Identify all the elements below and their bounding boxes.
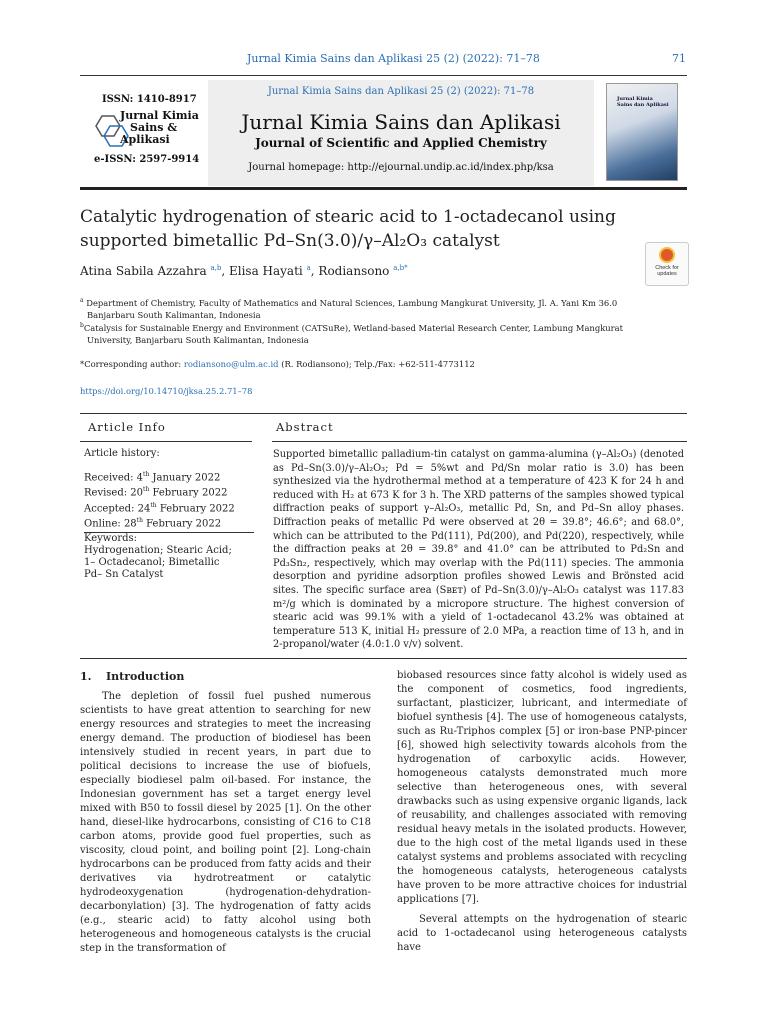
keyword-line: Hydrogenation; Stearic Acid; (84, 545, 232, 557)
author-list (80, 264, 408, 278)
paragraph: Several attempts on the hydrogenation of stearic acid to 1-octadecanol using heterogeneous catalysts have (397, 914, 687, 953)
logo-line: Aplikasi (120, 133, 170, 146)
title-line: supported bimetallic Pd–Sn(3.0)/γ–Al₂O₃ catalyst (80, 231, 500, 251)
journal-ref: Jurnal Kimia Sains dan Aplikasi 25 (2) (2022): 71–78 (267, 86, 535, 97)
affil-mark: b (80, 322, 84, 329)
affil-line: Department of Chemistry, Faculty of Mathematics and Natural Sciences, Lambung Mangkurat University, Jl. A. Yani Km 36.0 (86, 297, 618, 308)
accepted-date: Accepted: 24th February 2022 (84, 501, 235, 514)
journal-cover-image (606, 83, 678, 181)
author-name: Atina Sabila Azzahra (80, 264, 207, 278)
article-info (84, 448, 254, 581)
journal-homepage[interactable]: Journal homepage: http://ejournal.undip.ac.id/index.php/ksa (248, 162, 554, 173)
online-date: Online: 28th February 2022 (84, 516, 222, 530)
journal-logo-block (80, 80, 208, 186)
cover-line: Sains dan Aplikasi (617, 102, 669, 108)
author-affil-mark: a,b* (393, 264, 408, 272)
affiliation-a (80, 295, 680, 321)
check-updates-line: updates (657, 271, 677, 277)
page-number: 71 (672, 52, 686, 65)
affil-line: Banjarbaru South Kalimantan, Indonesia (87, 309, 261, 320)
section-title: Introduction (106, 670, 185, 683)
corr-email-link[interactable]: rodiansono@ulm.ac.id (183, 359, 279, 369)
logo-text (120, 110, 199, 146)
running-journal-ref: Jurnal Kimia Sains dan Aplikasi 25 (2) (2022): 71–78 (247, 52, 540, 65)
journal-subtitle: Journal of Scientific and Applied Chemistry (255, 136, 547, 150)
check-updates-label (646, 265, 688, 277)
author-name: Elisa Hayati (228, 264, 303, 278)
section-header-bar (80, 413, 687, 442)
cover-line: Jurnal Kimia (617, 96, 653, 102)
abstract-rule (272, 441, 687, 442)
journal-title-block (208, 80, 594, 186)
corr-suffix: (R. Rodiansono); Telp./Fax: +62-511-4773112 (278, 359, 475, 369)
affiliation-b (80, 320, 680, 346)
abstract-heading: Abstract (276, 420, 334, 434)
title-line: Catalytic hydrogenation of stearic acid to 1-octadecanol using (80, 207, 616, 227)
section-number: 1. (80, 670, 92, 683)
keywords-heading: Keywords: (84, 533, 138, 545)
article-info-heading: Article Info (88, 420, 166, 434)
paragraph: The depletion of fossil fuel pushed numerous scientists to have great attention to searching for new energy resources and strategies to meet the increasing energy demand. The production of biodiesel has been intensively studied in recent years, in part due to political decisions to increase the use of biofuels, especially biodiesel palm oil-based. For instance, the Indonesian government has set a target energy level mixed with B50 to fossil diesel by 2025 [1]. On the other hand, diesel-like hydrocarbons, consisting of C16 to C18 carbon atoms, provide good fuel properties, such as viscosity, cloud point, and boiling point [2]. Long-chain hydrocarbons can be produced from fatty acids and their derivatives via hydrotreatment or catalytic hydrodeoxygenation (hydrogenation-dehydration-decarbonylation) [3]. The hydrogenation of fatty acids (e.g., stearic acid) to fatty alcohol using both heterogeneous and homogeneous catalysts is the crucial step in the transformation of (80, 691, 371, 954)
abstract-bottom-rule (80, 658, 687, 659)
revised-date: Revised: 20th February 2022 (84, 486, 228, 499)
abstract-text: Supported bimetallic palladium-tin catalyst on gamma-alumina (γ–Al₂O₃) (denoted as Pd–Sn(3.0)/γ–Al₂O₃; Pd = 5%wt and Pd/Sn molar ratio is 3.0) has been synthesized via the hydrothermal method at a temperature of 423 K for 24 h and reduced with H₂ at 673 K for 3 h. The XRD patterns of the samples showed typical diffraction peaks of support γ–Al₂O₃, metallic Pd, Sn, and Pd–Sn alloy phases. Diffraction peaks of metallic Pd were observed at 2θ = 39.8°; 46.6°; and 68.0°, which can be attributed to the Pd(111), Pd(200), and Pd(220), respectively, while the diffraction peaks at 2θ = 39.8° and 41.0° can be attributed to Pd₂Sn and Pd₃Sn₂, respectively, which may overlap with the Pd(111) species. The ammonia desorption and pyridine adsorption profiles showed Lewis and Brönsted acid sites. The specific surface area (Sʙᴇᴛ) of Pd–Sn(3.0)/γ–Al₂O₃ catalyst was 117.83 m²/g which is dominated by a micropore structure. The highest conversion of stearic acid was 99.1% with a yield of 1-octadecanol 43.2% was obtained at temperature 513 K, initial H₂ pressure of 2.0 MPa, a reaction time of 13 h, and in 2-propanol/water (4.0:1.0 v/v) solvent. (273, 449, 684, 651)
journal-banner (80, 80, 687, 186)
author-affil-mark: a (306, 264, 311, 272)
affil-mark: a (80, 297, 84, 304)
author-affil-mark: a,b (210, 264, 222, 272)
author-sep: , (310, 264, 319, 278)
header-rule (80, 75, 687, 76)
corresponding-author (80, 359, 475, 369)
issn: ISSN: 1410-8917 (102, 94, 197, 105)
paragraph: biobased resources since fatty alcohol is widely used as the component of cosmetics, food ingredients, surfactant, plasticizer, lubricant, and intermediate of biofuel synthesis [4]. The use of homogeneous catalysts, such as Ru-Triphos complex [5] or iron-base PNP-pincer [6], showed high selectivity towards alcohols from the hydrogenation of carboxylic acids. However, homogeneous catalysts demonstrated much more selective than heterogeneous ones, with several drawbacks such as using expensive organic ligands, lack of reusability, and challenges associated with removing residual heavy metals in the isolated products. However, due to the high cost of the metal ligands used in these catalyst systems and problems associated with recycling the homogeneous catalysts, heterogeneous catalysts have proven to be more attractive choices for industrial applications [7]. (397, 670, 687, 905)
logo-line: Sains & (130, 121, 178, 134)
cover-title (617, 96, 669, 108)
doi-link[interactable]: https://doi.org/10.14710/jksa.25.2.71–78 (80, 386, 253, 396)
intro-heading (80, 670, 184, 683)
author-sep: , (221, 264, 229, 278)
eissn: e-ISSN: 2597-9914 (94, 154, 200, 165)
corr-prefix: *Corresponding author: (80, 359, 184, 369)
affil-line: Catalysis for Sustainable Energy and Environment (CATSuRe), Wetland-based Material Research Center, Lambung Mangkurat (83, 322, 624, 333)
check-updates-line: Check for (655, 265, 679, 271)
left-column (80, 690, 371, 956)
logo-line: Jurnal Kimia (120, 109, 199, 122)
check-updates-icon (659, 247, 675, 263)
banner-rule (80, 187, 687, 190)
history-heading: Article history: (84, 448, 160, 459)
affil-line: University, Banjarbaru South Kalimantan, Indonesia (87, 334, 309, 345)
received-date: Received: 4th January 2022 (84, 471, 221, 484)
right-column (397, 669, 687, 955)
keyword-line: 1– Octadecanol; Bimetallic (84, 557, 220, 569)
author-name: Rodiansono (318, 264, 390, 278)
keyword-line: Pd– Sn Catalyst (84, 569, 164, 581)
journal-title: Jurnal Kimia Sains dan Aplikasi (241, 110, 561, 134)
article-info-rule (80, 441, 252, 442)
check-for-updates-button[interactable] (645, 242, 689, 286)
article-title (80, 205, 640, 253)
